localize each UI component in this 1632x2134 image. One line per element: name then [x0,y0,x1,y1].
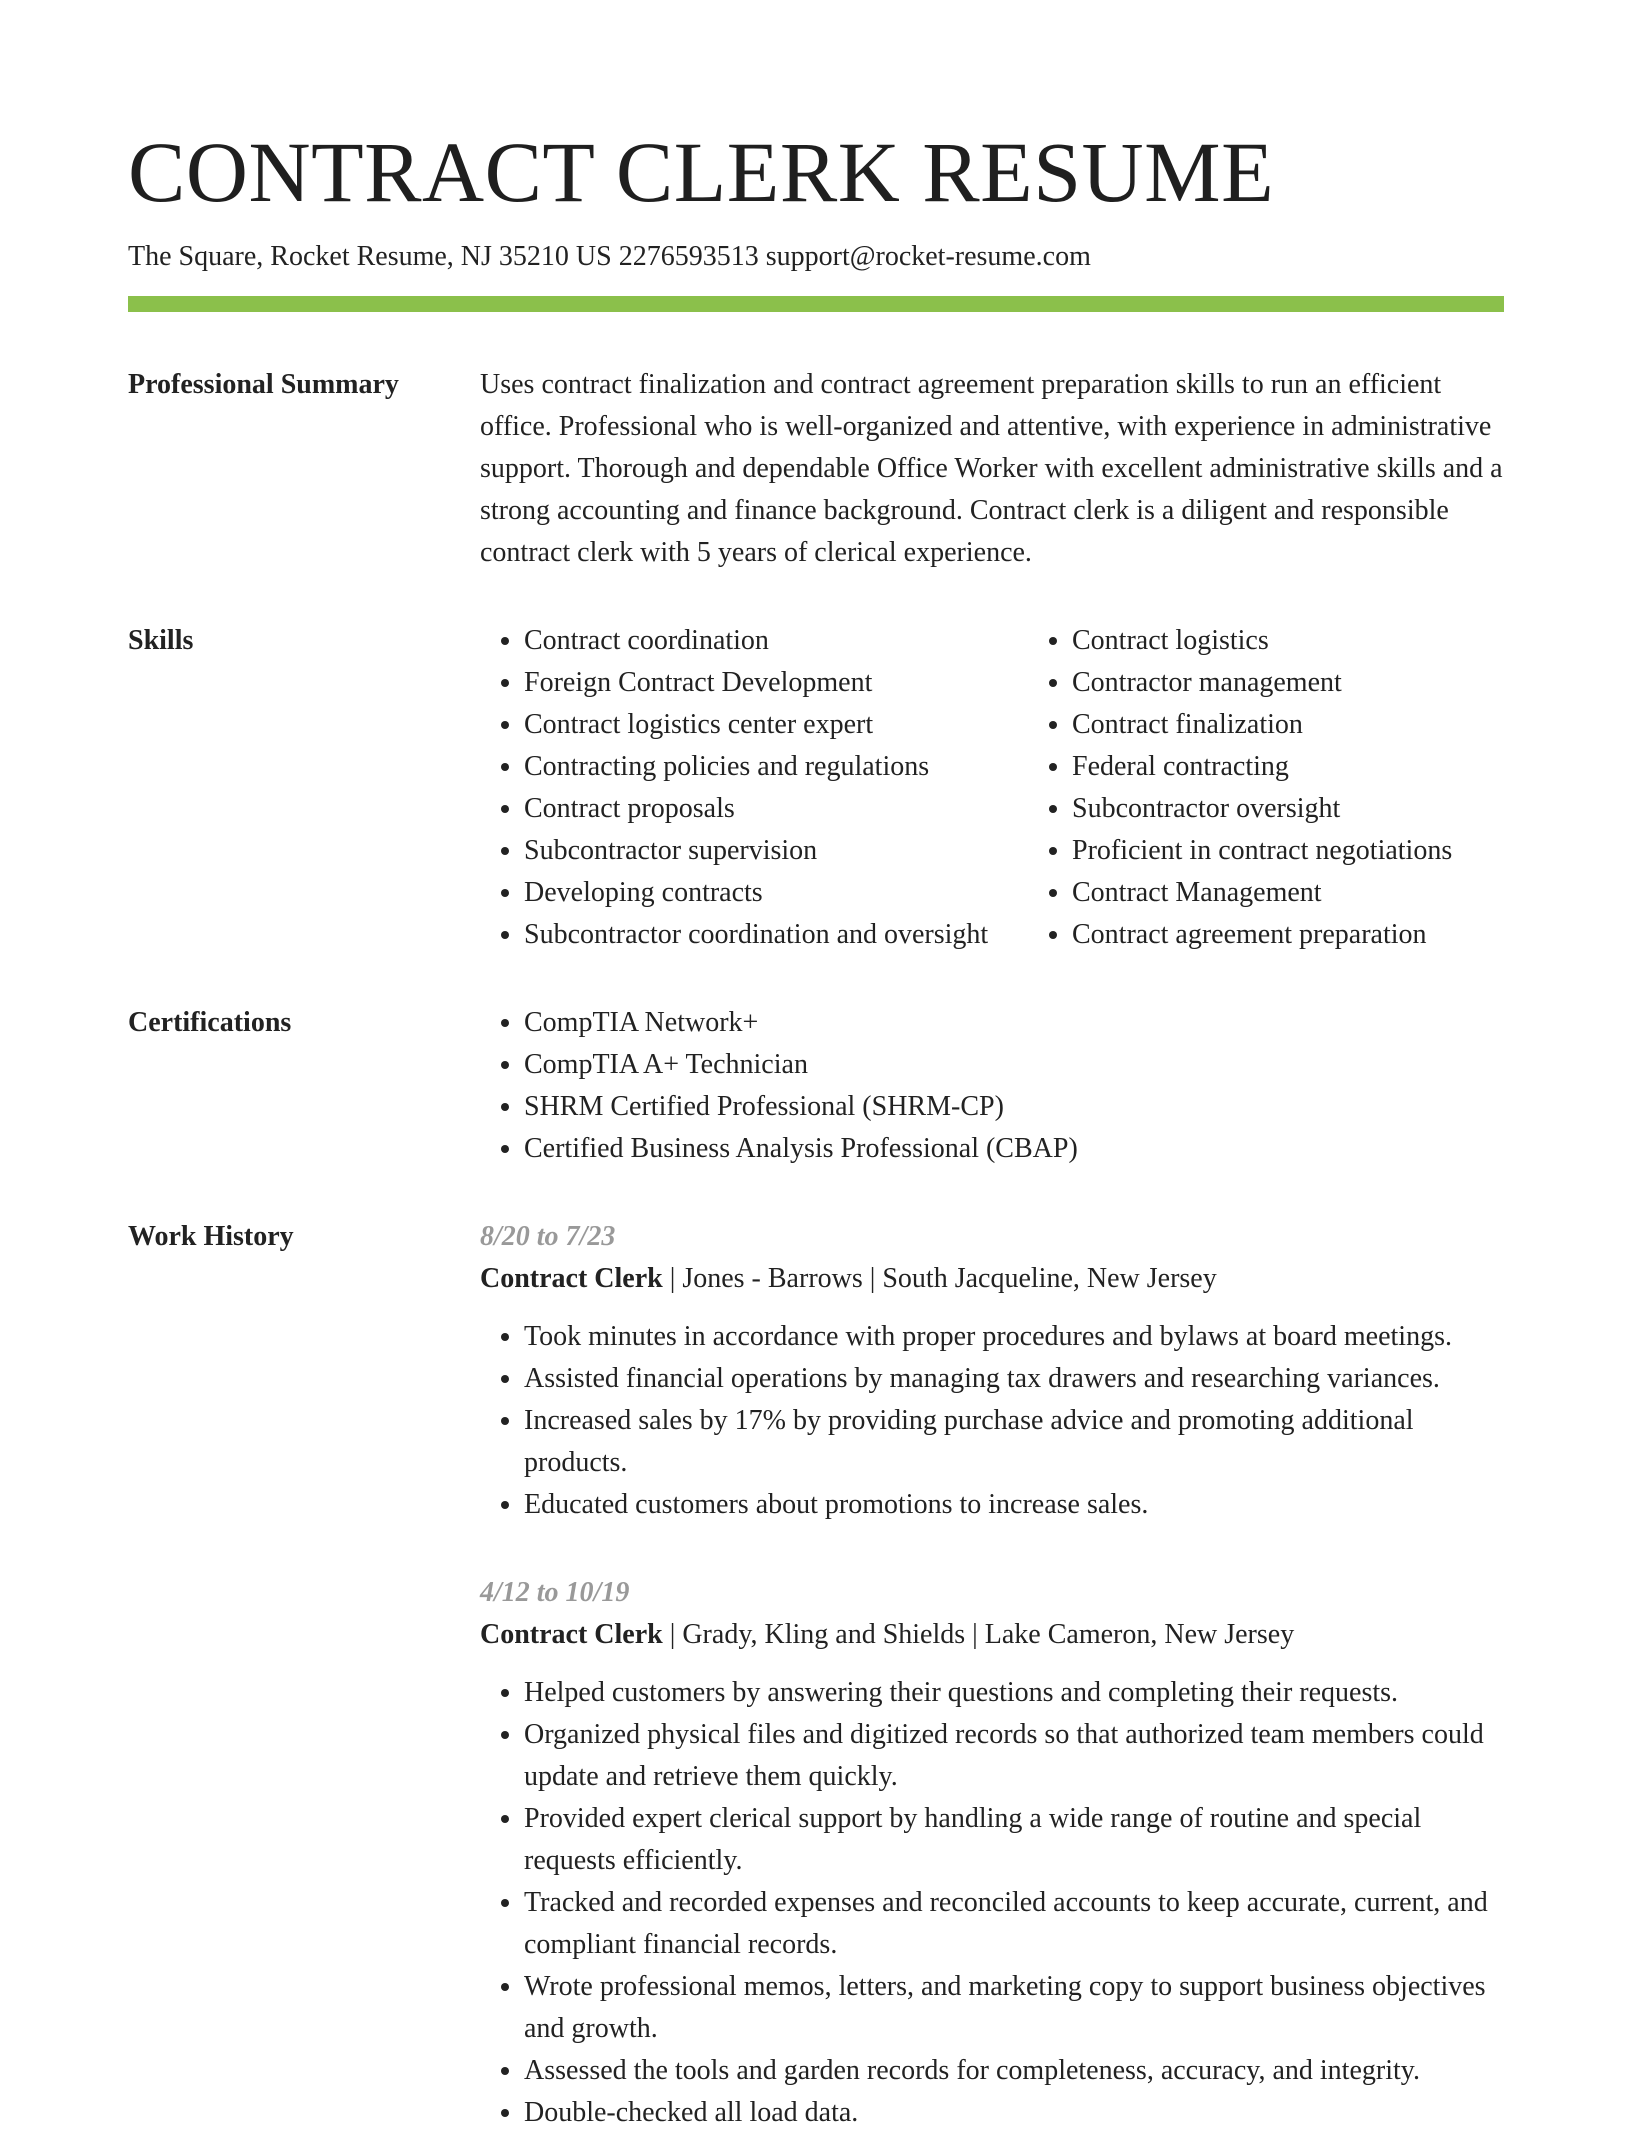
skill-item: • Developing contracts [524,872,1028,914]
skill-item: • Subcontractor coordination and oversight [524,914,1028,956]
job-bullet: • Provided expert clerical support by handling a wide range of routine and special requests efficiently. [524,1798,1504,1882]
job-bullet: • Double-checked all load data. [524,2092,1504,2134]
job-bullet: • Took minutes in accordance with proper procedures and bylaws at board meetings. [524,1316,1504,1358]
email-text: support@rocket-resume.com [765,241,1091,272]
header-divider [128,296,1504,312]
job-bullet: • Wrote professional memos, letters, and marketing copy to support business objectives and growth. [524,1966,1504,2050]
job-heading [480,1258,1504,1300]
job-details: | Jones - Barrows | South Jacqueline, New Jersey [662,1263,1217,1294]
job-bullets [480,1316,1504,1526]
skill-item: • Contract finalization [1072,704,1572,746]
skill-item: • Contract agreement preparation [1072,914,1572,956]
job-dates: 4/12 to 10/19 [480,1577,630,1608]
skill-item: • Contract logistics [1072,620,1572,662]
work-history-section [128,1216,1504,2134]
certifications-list [480,1002,1504,1170]
section-heading: Skills [128,625,194,656]
job-bullet: • Assisted financial operations by managing tax drawers and researching variances. [524,1358,1504,1400]
certification-item: • CompTIA Network+ [524,1002,1504,1044]
skill-item: • Contract logistics center expert [524,704,1028,746]
job-title: Contract Clerk [480,1263,663,1294]
skill-item: • Subcontractor oversight [1072,788,1572,830]
skill-item: • Subcontractor supervision [524,830,1028,872]
job-bullet: • Assessed the tools and garden records for completeness, accuracy, and integrity. [524,2050,1504,2092]
skill-item: • Proficient in contract negotiations [1072,830,1572,872]
resume-title: CONTRACT CLERK RESUME [128,124,1275,220]
skill-item: • Contracting policies and regulations [524,746,1028,788]
job-bullet: • Increased sales by 17% by providing purchase advice and promoting additional products. [524,1400,1504,1484]
job-details: | Grady, Kling and Shields | Lake Cameron, New Jersey [662,1619,1295,1650]
certification-item: • SHRM Certified Professional (SHRM-CP) [524,1086,1504,1128]
skill-item: • Contractor management [1072,662,1572,704]
skills-list-left [480,620,1028,956]
skill-item: • Federal contracting [1072,746,1572,788]
job-bullet: • Organized physical files and digitized records so that authorized team members could update and retrieve them quickly. [524,1714,1504,1798]
summary-section [128,364,1504,574]
job-heading [480,1614,1504,1656]
contact-info [128,236,1504,278]
section-heading: Professional Summary [128,369,399,400]
skill-item: • Contract proposals [524,788,1028,830]
section-heading: Certifications [128,1007,292,1038]
job-bullet: • Educated customers about promotions to increase sales. [524,1484,1504,1526]
resume-page [128,0,1504,2134]
job-bullets [480,1672,1504,2134]
job-dates: 8/20 to 7/23 [480,1221,616,1252]
job-bullet: • Tracked and recorded expenses and reconciled accounts to keep accurate, current, and compliant financial records. [524,1882,1504,1966]
job-entry [480,1216,1504,1526]
job-title: Contract Clerk [480,1619,663,1650]
summary-text: Uses contract finalization and contract agreement preparation skills to run an efficient office. Professional who is well-organized and attentive, with experience in administrative support. Thorough and dependable Office Worker with excellent administrative skills and a strong accounting and finance background. Contract clerk is a diligent and responsible contract clerk with 5 years of clerical experience. [480,369,1503,568]
phone-text: 2276593513 [618,241,759,272]
address-text: The Square, Rocket Resume, NJ 35210 US [128,241,612,272]
certification-item: • CompTIA A+ Technician [524,1044,1504,1086]
job-bullet: • Helped customers by answering their questions and completing their requests. [524,1672,1504,1714]
skills-section [128,620,1504,956]
job-entry [480,1572,1504,2134]
skill-item: • Foreign Contract Development [524,662,1028,704]
skill-item: • Contract coordination [524,620,1028,662]
certifications-section [128,1002,1504,1170]
skills-list-right [1028,620,1572,956]
certification-item: • Certified Business Analysis Professional (CBAP) [524,1128,1504,1170]
skill-item: • Contract Management [1072,872,1572,914]
section-heading: Work History [128,1221,294,1252]
